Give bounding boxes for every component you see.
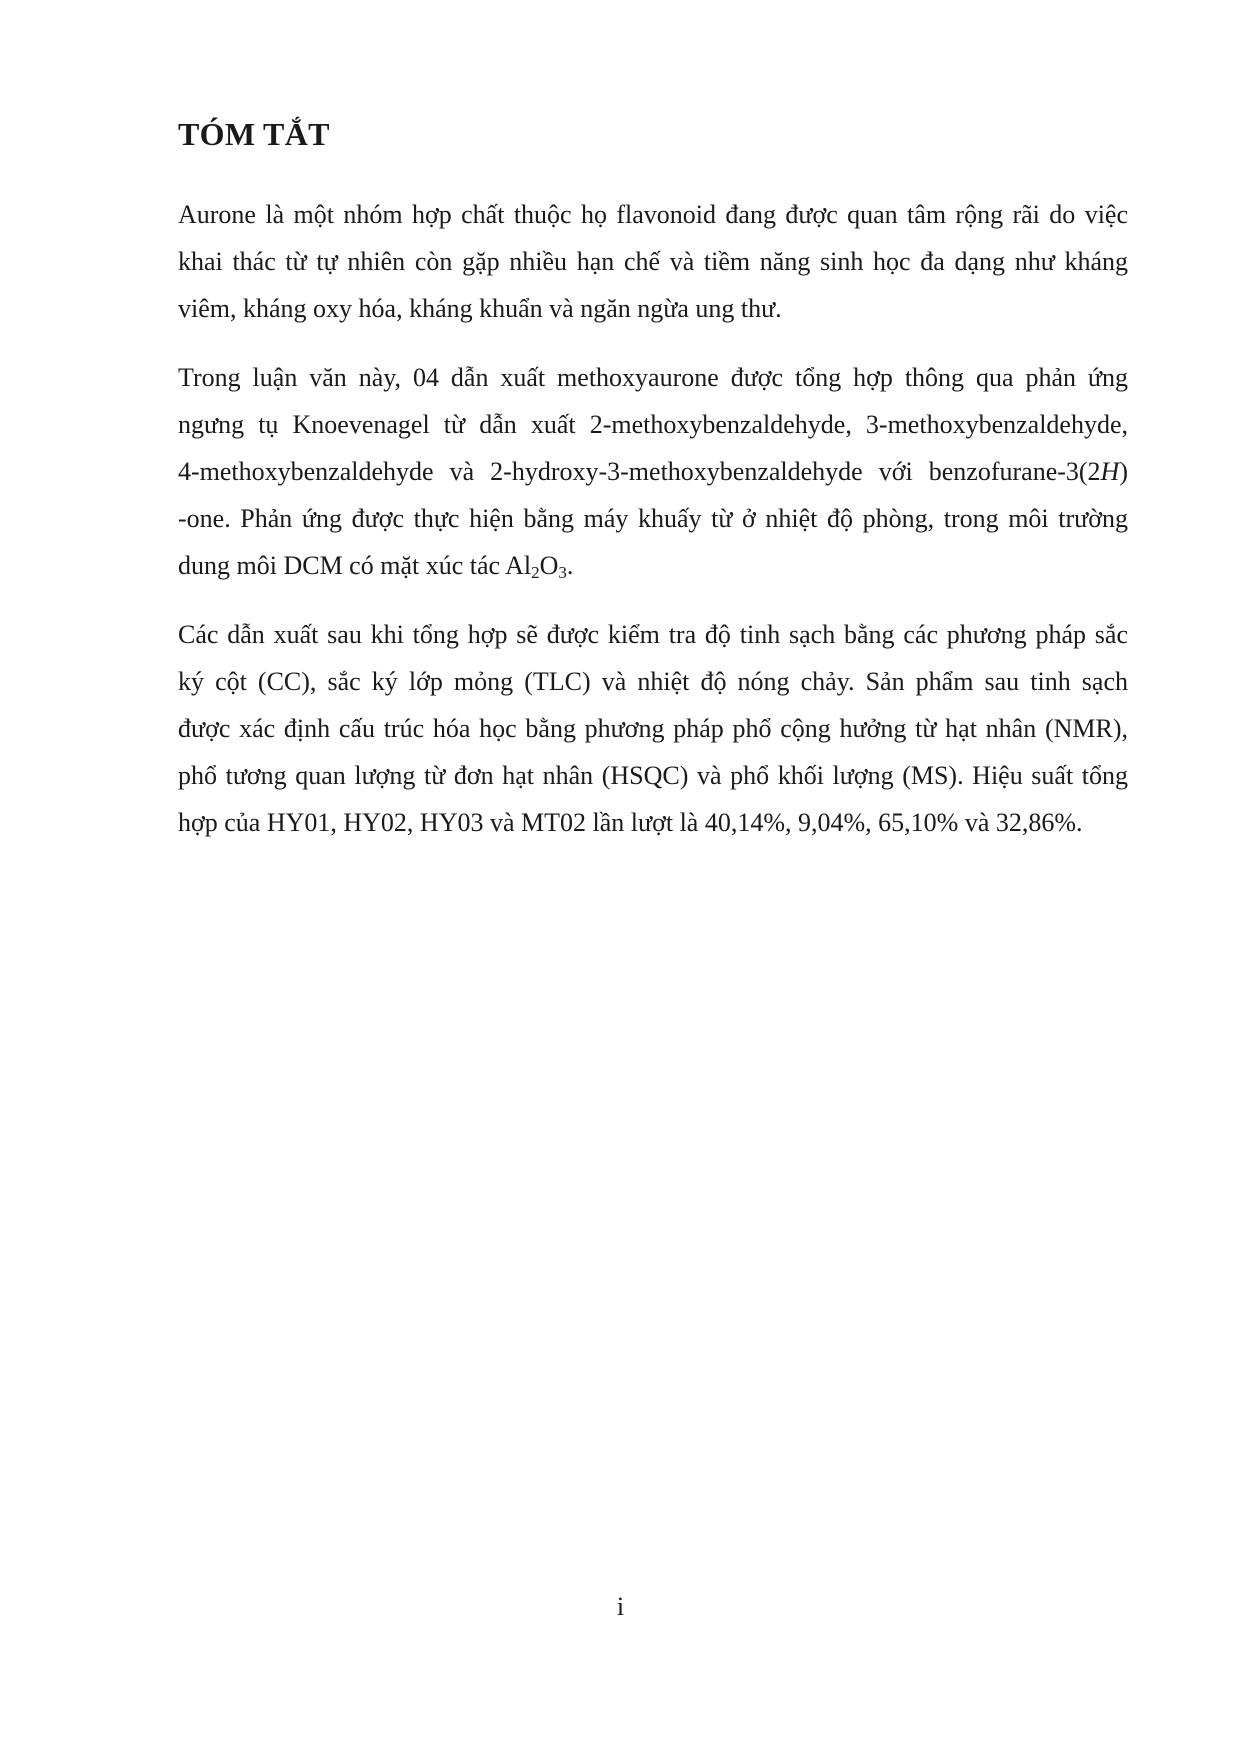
italic-text: H (1100, 457, 1120, 486)
paragraph-synthesis (178, 354, 1128, 589)
text-segment: . (566, 551, 574, 580)
subscript: 2 (531, 563, 540, 582)
text-segment: O (539, 551, 559, 580)
abstract-body (178, 191, 1128, 868)
text-line: -one. Phản ứng được thực hiện bằng máy khuấy từ ở nhiệt độ phòng, trong môi trường (178, 504, 1128, 533)
paragraph-intro (178, 191, 1128, 332)
text-line: ký cột (CC), sắc ký lớp mỏng (TLC) và nhiệt độ nóng chảy. Sản phẩm sau tinh sạch (178, 667, 1128, 696)
text-line: khai thác từ tự nhiên còn gặp nhiều hạn chế và tiềm năng sinh học đa dạng như kháng (178, 247, 1128, 276)
text-line: ngưng tụ Knoevenagel từ dẫn xuất 2-methoxybenzaldehyde, 3-methoxybenzaldehyde, (178, 410, 1128, 439)
subscript: 3 (558, 563, 567, 582)
text-line: Aurone là một nhóm hợp chất thuộc họ flavonoid đang được quan tâm rộng rãi do việc (178, 200, 1128, 229)
text-line (178, 542, 1128, 589)
text-line: viêm, kháng oxy hóa, kháng khuẩn và ngăn ngừa ung thư. (178, 294, 782, 323)
section-heading: TÓM TẮT (178, 116, 330, 152)
text-line: Các dẫn xuất sau khi tổng hợp sẽ được kiểm tra độ tinh sạch bằng các phương pháp sắc (178, 620, 1128, 649)
text-line: được xác định cấu trúc hóa học bằng phương pháp phổ cộng hưởng từ hạt nhân (NMR), (178, 714, 1128, 743)
text-line: phổ tương quan lượng từ đơn hạt nhân (HSQC) và phổ khối lượng (MS). Hiệu suất tổng (178, 761, 1128, 790)
text-line (178, 448, 1128, 495)
page-number: i (616, 1592, 625, 1621)
paragraph-results (178, 611, 1128, 846)
text-segment: 4-methoxybenzaldehyde và 2-hydroxy-3-methoxybenzaldehyde với benzofurane-3(2 (178, 457, 1101, 486)
text-line: hợp của HY01, HY02, HY03 và MT02 lần lượt là 40,14%, 9,04%, 65,10% và 32,86%. (178, 808, 1083, 837)
text-segment: dung môi DCM có mặt xúc tác Al (178, 551, 532, 580)
text-line: Trong luận văn này, 04 dẫn xuất methoxyaurone được tổng hợp thông qua phản ứng (178, 363, 1128, 392)
text-segment: ) (1119, 457, 1128, 486)
